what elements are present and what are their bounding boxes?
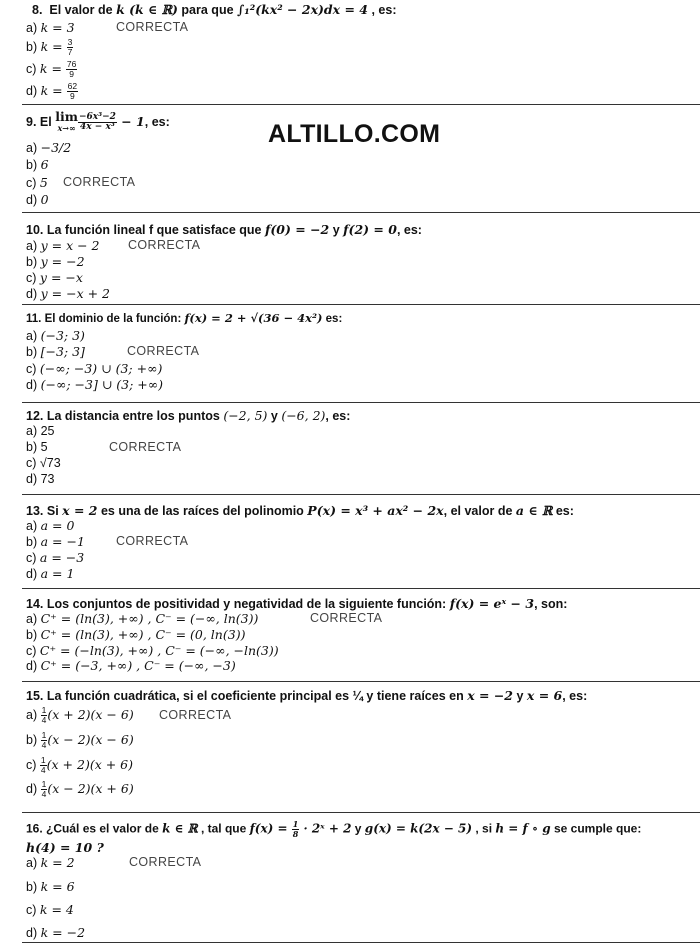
option-a: a) −3/2 bbox=[26, 140, 72, 155]
option-b: b) 6 bbox=[26, 157, 49, 172]
correct-label: CORRECTA bbox=[159, 708, 232, 722]
option-b: b) y = −2 bbox=[26, 254, 85, 269]
option-d: d) y = −x + 2 bbox=[26, 286, 110, 301]
question-title: 13. Si x = 2 es una de las raíces del polinomio P(x) = x³ + ax² − 2x, el valor de a ∈ ℝ es: bbox=[26, 503, 574, 518]
divider bbox=[22, 304, 700, 305]
divider bbox=[22, 681, 700, 682]
option-d: d) 0 bbox=[26, 192, 49, 207]
option-a: a) k = 2 bbox=[26, 855, 75, 870]
option-d: d) 73 bbox=[26, 472, 55, 486]
option-c: c) C⁺ = (−ln(3), +∞) , C⁻ = (−∞, −ln(3)) bbox=[26, 643, 279, 658]
divider bbox=[22, 494, 700, 495]
correct-label: CORRECTA bbox=[109, 440, 182, 454]
divider bbox=[22, 942, 700, 943]
question-title: 10. La función lineal f que satisface que f(0) = −2 y f(2) = 0, es: bbox=[26, 222, 422, 237]
question-title-line2: h(4) = 10 ? bbox=[26, 840, 104, 855]
correct-label: CORRECTA bbox=[63, 175, 136, 189]
question-title: 11. El dominio de la función: f(x) = 2 + √(36 − 4x²) es: bbox=[26, 311, 343, 325]
option-a: a) 25 bbox=[26, 424, 55, 438]
option-c: c) y = −x bbox=[26, 270, 83, 285]
option-c: c) √73 bbox=[26, 456, 61, 470]
question-title: 16. ¿Cuál es el valor de k ∈ ℝ , tal que f(x) = $\frac{1}{8}$ · 2ˣ + 2 y g(x) = k(2x − 5) , si h = f ∘ g se cumple que: bbox=[26, 819, 642, 839]
option-c: c) (−∞; −3) ∪ (3; +∞) bbox=[26, 361, 163, 376]
divider bbox=[22, 812, 700, 813]
divider bbox=[22, 104, 700, 105]
question-title: 9. El lim x→∞ $\frac{\text{−6x³−2}}{\text{4x − x³}}$ − 1, es: bbox=[26, 109, 170, 133]
option-b: b) C⁺ = (ln(3), +∞) , C⁻ = (0, ln(3)) bbox=[26, 627, 246, 642]
option-a: a) y = x − 2 bbox=[26, 238, 100, 253]
option-a: a) C⁺ = (ln(3), +∞) , C⁻ = (−∞, ln(3)) bbox=[26, 611, 259, 626]
question-title: 12. La distancia entre los puntos (−2, 5) y (−6, 2), es: bbox=[26, 408, 351, 423]
option-d: d) $\frac{1}{4}$ (x − 2)(x + 6) bbox=[26, 779, 134, 799]
option-b: b) k = $\frac{3}{7}$ bbox=[26, 37, 73, 57]
correct-label: CORRECTA bbox=[129, 855, 202, 869]
option-c: c) k = 4 bbox=[26, 902, 74, 917]
divider bbox=[22, 588, 700, 589]
option-c: c) 5 bbox=[26, 175, 48, 190]
option-b: b) $\frac{1}{4}$ (x − 2)(x − 6) bbox=[26, 730, 134, 750]
option-d: d) (−∞; −3] ∪ (3; +∞) bbox=[26, 377, 164, 392]
option-d: d) C⁺ = (−3, +∞) , C⁻ = (−∞, −3) bbox=[26, 658, 236, 673]
correct-label: CORRECTA bbox=[127, 344, 200, 358]
question-title: 8. El valor de k (k ∈ ℝ) para que ∫₁²(kx² − 2x)dx = 4 , es: bbox=[32, 2, 397, 17]
option-c: c) $\frac{1}{4}$ (x + 2)(x + 6) bbox=[26, 755, 133, 775]
option-c: c) a = −3 bbox=[26, 550, 85, 565]
divider bbox=[22, 402, 700, 403]
correct-label: CORRECTA bbox=[310, 611, 383, 625]
option-d: d) k = −2 bbox=[26, 925, 86, 940]
question-title: 14. Los conjuntos de positividad y negatividad de la siguiente función: f(x) = eˣ − 3, son: bbox=[26, 596, 568, 611]
option-d: d) k = $\frac{62}{9}$ bbox=[26, 81, 78, 101]
correct-label: CORRECTA bbox=[116, 534, 189, 548]
option-a: a) a = 0 bbox=[26, 518, 75, 533]
option-a: a) (−3; 3) bbox=[26, 328, 85, 343]
option-b: b) [−3; 3] bbox=[26, 344, 85, 359]
watermark-logo: ALTILLO.COM bbox=[268, 120, 441, 148]
divider bbox=[22, 212, 700, 213]
correct-label: CORRECTA bbox=[116, 20, 189, 34]
option-d: d) a = 1 bbox=[26, 566, 75, 581]
question-title: 15. La función cuadrática, si el coeficiente principal es ¼ y tiene raíces en x = −2 y x = 6, es: bbox=[26, 688, 588, 703]
option-b: b) 5 bbox=[26, 440, 48, 454]
option-a: a) $\frac{1}{4}$ (x + 2)(x − 6) bbox=[26, 705, 134, 725]
correct-label: CORRECTA bbox=[128, 238, 201, 252]
option-b: b) a = −1 bbox=[26, 534, 85, 549]
option-a: a) k = 3 bbox=[26, 20, 75, 35]
option-c: c) k = $\frac{76}{9}$ bbox=[26, 59, 77, 79]
option-b: b) k = 6 bbox=[26, 879, 75, 894]
